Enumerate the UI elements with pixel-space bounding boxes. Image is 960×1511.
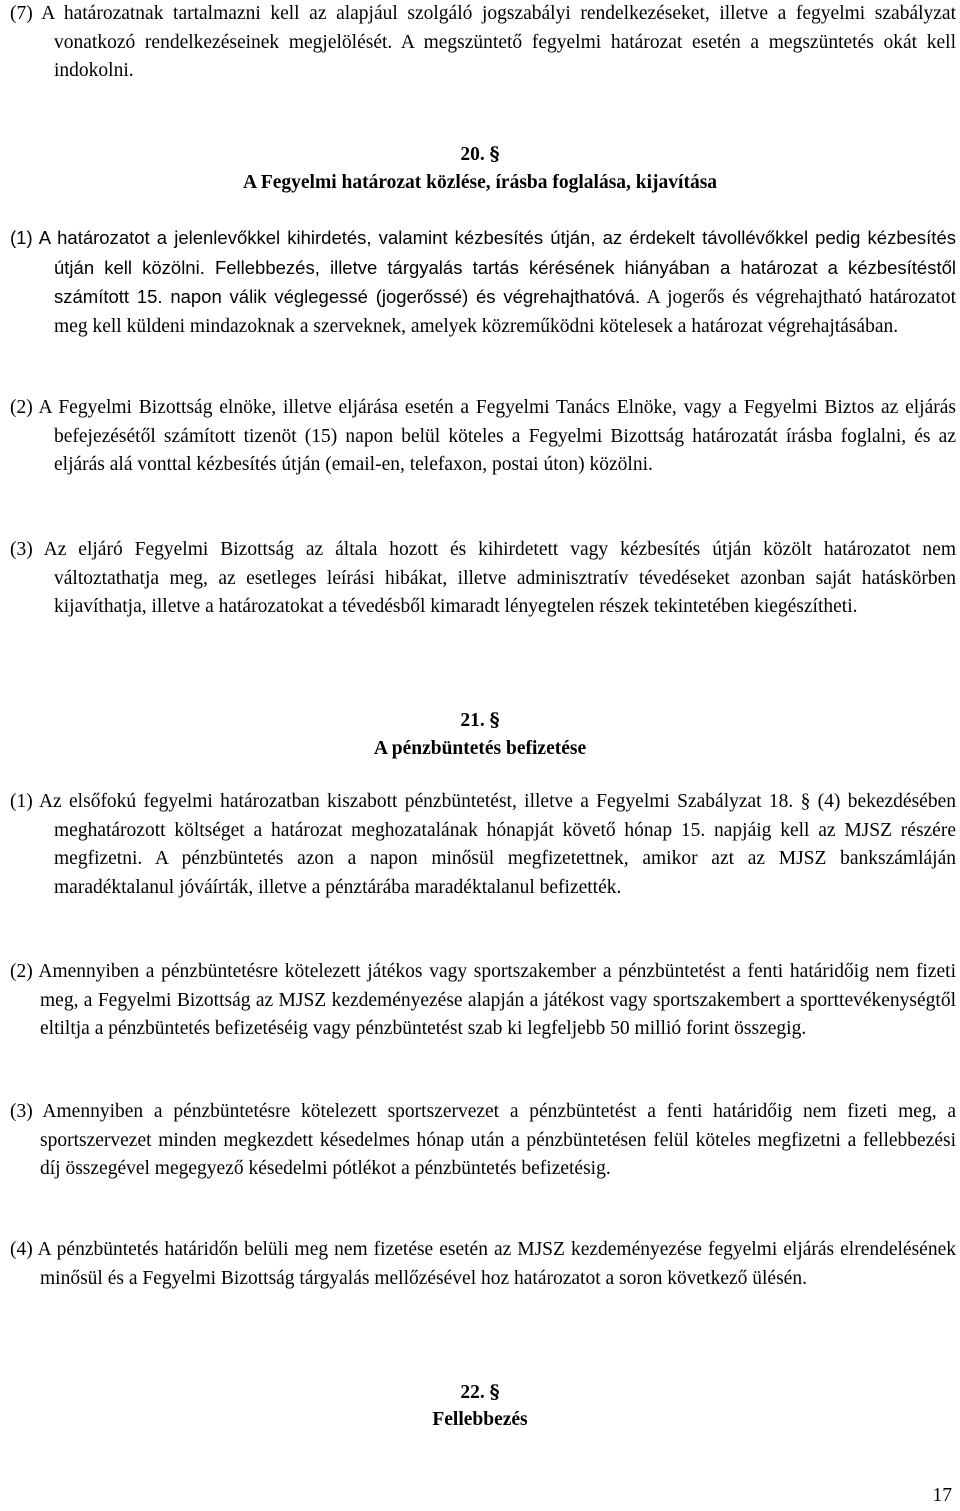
section-number: 20. (460, 144, 485, 165)
section-21-paragraph-4: (4) A pénzbüntetés határidőn belüli meg nem fizetése esetén az MJSZ kezdeményezése fegyelmi eljárás elrendelésének minősül és a Fegyelmi Bizottság tárgyalás mellőzésével hoz határozatot a soron következő ülésén. (10, 1239, 956, 1289)
section-20-paragraph-2: (2) A Fegyelmi Bizottság elnöke, illetve eljárása esetén a Fegyelmi Tanács Elnöke, vagy a Fegyelmi Biztos az eljárás befejezésétől számított tizenöt (15) napon belül köteles a Fegyelmi Bizottság határozatát írásba foglalni, és az eljárás alá vonttal kézbesítés útján (email-en, telefaxon, postai úton) közölni. (10, 397, 956, 476)
section-21-paragraph-2: (2) Amennyiben a pénzbüntetésre kötelezett játékos vagy sportszakember a pénzbüntetést a fenti határidőig nem fizeti meg, a Fegyelmi Bizottság az MJSZ kezdeményezése alapján a játékost vagy sportszakembert a sporttevékenységtől eltiltja a pénzbüntetés befizetéséig vagy pénzbüntetést szab ki legfeljebb 50 millió forint összegig. (10, 961, 956, 1040)
page-number: 17 (932, 1485, 952, 1506)
section-symbol: § (489, 1381, 500, 1403)
section-21-number (0, 706, 960, 736)
paragraph-1-serif-part: A jogerős és végrehajtható határozatot meg kell küldeni mindazoknak a szerveknek, amelyek közreműködni kötelesek a határozat végrehajtásában. (54, 287, 956, 337)
section-number: 22. (460, 1382, 485, 1403)
paragraph-7: (7) A határozatnak tartalmazni kell az alapjául szolgáló jogszabályi rendelkezéseket, illetve a fegyelmi szabályzat vonatkozó rendelkezéseinek megjelölését. A megszüntető fegyelmi határozat esetén a megszüntetés okát kell indokolni. (10, 3, 956, 82)
paragraph-1-sans-part: (1) A határozatot a jelenlevőkkel kihirdetés, valamint kézbesítés útján, az érdekelt távollévőkkel pedig kézbesítés útján kell közölni. Fellebbezés, illetve tárgyalás tartás kérésének hiányában a határozat a kézbesítéstől számított 15. napon válik véglegessé (jogerőssé) és végrehajthatóvá. (10, 227, 956, 308)
section-20-paragraph-1 (10, 224, 956, 341)
section-number: 21. (460, 710, 485, 731)
section-20-title: A Fegyelmi határozat közlése, írásba foglalása, kijavítása (242, 172, 718, 193)
section-symbol: § (489, 143, 500, 165)
section-20-paragraph-3: (3) Az eljáró Fegyelmi Bizottság az általa hozott és kihirdetett vagy kézbesítés útján közölt határozatot nem változtathatja meg, az esetleges leírási hibákat, illetve adminisztratív tévedéseket azonban saját hatáskörben kijavíthatja, illetve a határozatokat a tévedésből kimaradt lényegtelen részek tekintetében kiegészítheti. (10, 539, 956, 618)
section-20-number (0, 140, 960, 170)
section-symbol: § (489, 709, 500, 731)
section-21-paragraph-1: (1) Az elsőfokú fegyelmi határozatban kiszabott pénzbüntetést, illetve a Fegyelmi Szabályzat 18. § (4) bekezdésében meghatározott költséget a határozat meghozatalának hónapját követő hónap 15. napjáig kell az MJSZ részére megfizetni. A pénzbüntetés azon a napon minősül megfizetettnek, amikor azt az MJSZ bankszámláján maradéktalanul jóváírták, illetve a pénztárába maradéktalanul befizették. (10, 791, 956, 898)
section-21-paragraph-3: (3) Amennyiben a pénzbüntetésre kötelezett sportszervezet a pénzbüntetést a fenti határidőig nem fizeti meg, a sportszervezet minden megkezdett késedelmes hónap után a pénzbüntetésen felül köteles megfizetni a fellebbezési díj összegével megegyező késedelmi pótlékot a pénzbüntetés befizetésig. (10, 1101, 956, 1180)
section-21-title: A pénzbüntetés befizetése (373, 738, 587, 759)
section-22-number (0, 1378, 960, 1408)
section-22-title: Fellebbezés (432, 1409, 528, 1430)
